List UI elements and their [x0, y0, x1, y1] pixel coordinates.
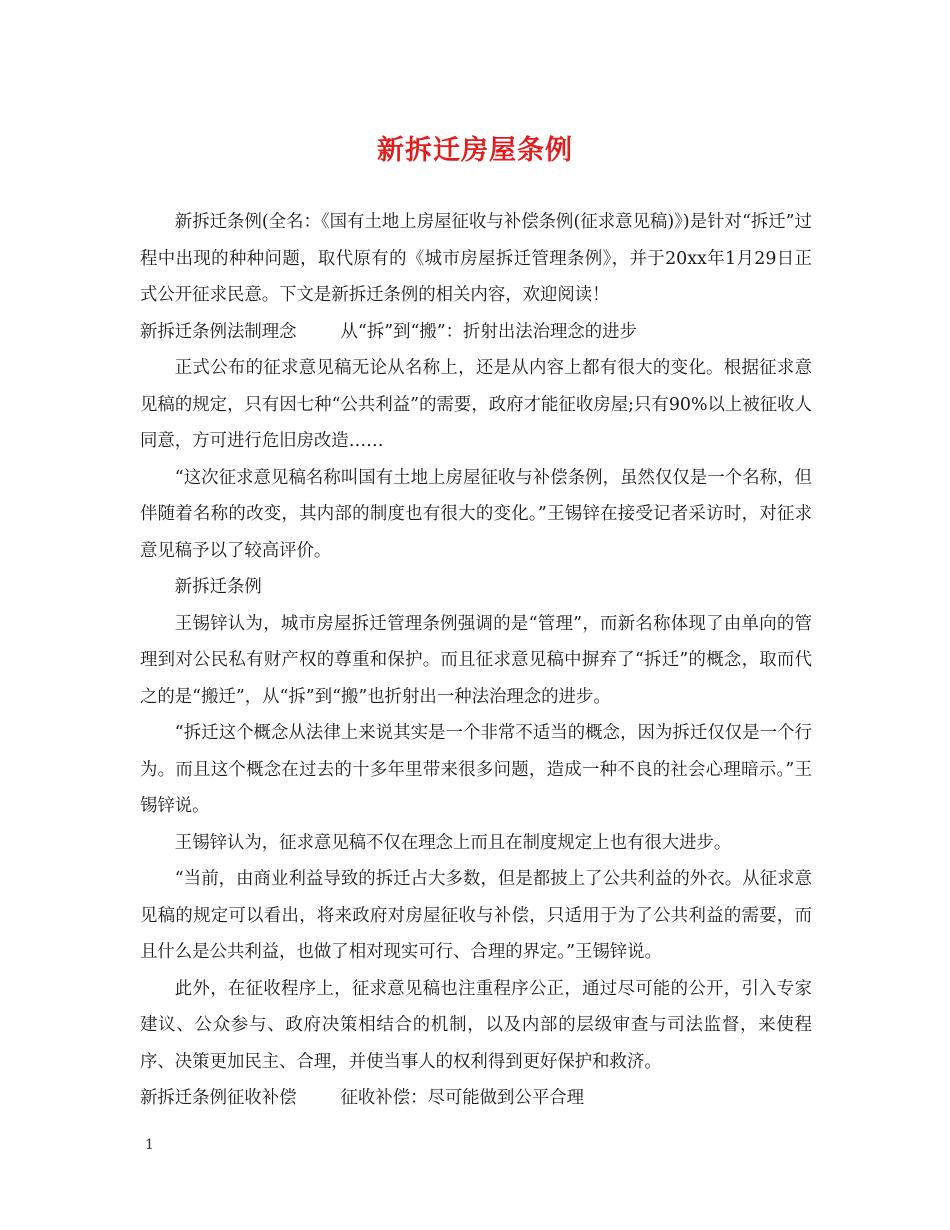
body-paragraph: 正式公布的征求意见稿无论从名称上，还是从内容上都有很大的变化。根据征求意见稿的规定，只有因七种“公共利益”的需要，政府才能征收房屋;只有90%以上被征收人同意，方可进行危旧房改造……	[140, 358, 812, 451]
section-subheading: 征收补偿：尽可能做到公平合理	[340, 1088, 585, 1108]
body-paragraph: 王锡锌认为，征求意见稿不仅在理念上而且在制度规定上也有很大进步。	[174, 832, 732, 853]
body-paragraph: 王锡锌认为，城市房屋拆迁管理条例强调的是“管理”，而新名称体现了由单向的管理到对公民私有财产权的尊重和保护。而且征求意见稿中摒弃了“拆迁”的概念，取而代之的是“搬迁”，从“拆”到“搬”也折射出一种法治理念的进步。	[140, 613, 812, 707]
section-heading-compensation	[140, 1080, 812, 1117]
body-paragraph: “这次征求意见稿名称叫国有土地上房屋征收与补偿条例，虽然仅仅是一个名称，但伴随着名称的改变，其内部的制度也有很大的变化。”王锡锌在接受记者采访时，对征求意见稿予以了较高评价。	[140, 467, 812, 561]
document-body	[140, 204, 812, 1117]
body-paragraph: 新拆迁条例	[174, 577, 262, 597]
intro-paragraph: 新拆迁条例(全名：《国有土地上房屋征收与补偿条例(征求意见稿)》)是针对“拆迁”过程中出现的种种问题，取代原有的《城市房屋拆迁管理条例》，并于20xx年1月29日正式公开征求民意。下文是新拆迁条例的相关内容，欢迎阅读！	[140, 212, 812, 305]
body-paragraph: 此外，在征收程序上，征求意见稿也注重程序公正，通过尽可能的公开，引入专家建议、公众参与、政府决策相结合的机制，以及内部的层级审查与司法监督，来使程序、决策更加民主、合理，并使当事人的权利得到更好保护和救济。	[140, 978, 812, 1072]
document-title: 新拆迁房屋条例	[377, 135, 573, 166]
section-heading-legal-concept	[140, 314, 812, 351]
page-number: 1	[145, 1137, 154, 1153]
section-subheading: 从“拆”到“搬”：折射出法治理念的进步	[340, 321, 637, 342]
body-paragraph: “当前，由商业利益导致的拆迁占大多数，但是都披上了公共利益的外衣。从征求意见稿的规定可以看出，将来政府对房屋征收与补偿，只适用于为了公共利益的需要，而且什么是公共利益，也做了相对现实可行、合理的界定。”王锡锌说。	[140, 869, 812, 962]
body-paragraph: “拆迁这个概念从法律上来说其实是一个非常不适当的概念，因为拆迁仅仅是一个行为。而且这个概念在过去的十多年里带来很多问题，造成一种不良的社会心理暗示。”王锡锌说。	[140, 723, 812, 816]
section-heading-label: 新拆迁条例法制理念	[140, 321, 297, 342]
section-heading-label: 新拆迁条例征收补偿	[140, 1088, 297, 1108]
